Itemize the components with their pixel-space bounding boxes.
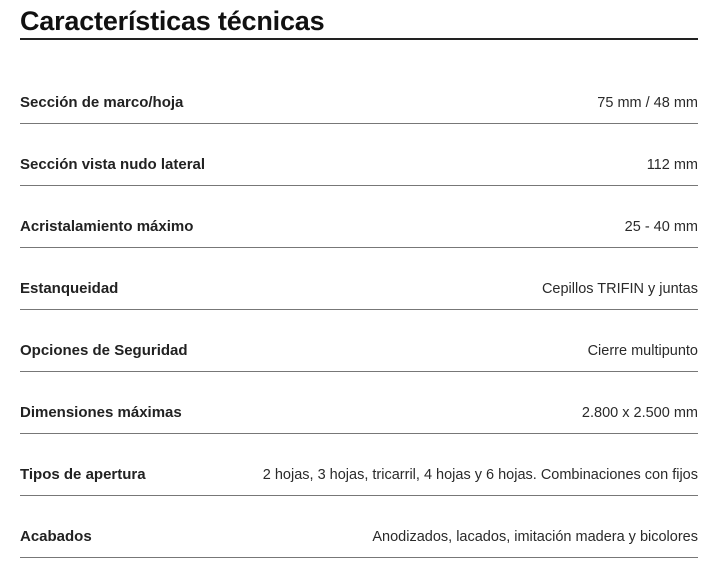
spec-label: Sección vista nudo lateral bbox=[20, 156, 206, 173]
spec-table bbox=[20, 40, 698, 558]
spec-value: 75 mm / 48 mm bbox=[597, 95, 698, 111]
spec-label: Sección de marco/hoja bbox=[20, 94, 184, 111]
spec-label: Acabados bbox=[20, 528, 92, 545]
page-title: Características técnicas bbox=[20, 6, 325, 36]
spec-value: 112 mm bbox=[646, 157, 698, 173]
spec-row-opciones-seguridad bbox=[20, 311, 698, 372]
spec-label: Dimensiones máximas bbox=[20, 404, 182, 421]
spec-value: 25 - 40 mm bbox=[624, 219, 698, 235]
spec-value: Cepillos TRIFIN y juntas bbox=[541, 281, 698, 297]
spec-row-estanqueidad bbox=[20, 249, 698, 310]
spec-row-tipos-apertura bbox=[20, 435, 698, 496]
spec-value: 2 hojas, 3 hojas, tricarril, 4 hojas y 6 hojas. Combinaciones con fijos bbox=[262, 467, 698, 483]
spec-row-seccion-vista-nudo-lateral bbox=[20, 125, 698, 186]
spec-row-seccion-marco-hoja bbox=[20, 63, 698, 124]
spec-label: Acristalamiento máximo bbox=[20, 218, 194, 235]
spec-label: Tipos de apertura bbox=[20, 466, 146, 483]
spec-value: Cierre multipunto bbox=[587, 343, 698, 359]
spec-label: Opciones de Seguridad bbox=[20, 342, 188, 359]
spec-label: Estanqueidad bbox=[20, 280, 119, 297]
spec-value: 2.800 x 2.500 mm bbox=[581, 405, 698, 421]
spec-value: Anodizados, lacados, imitación madera y bicolores bbox=[372, 529, 698, 545]
spec-row-acabados bbox=[20, 497, 698, 558]
spec-row-acristalamiento-maximo bbox=[20, 187, 698, 248]
spec-row-dimensiones-maximas bbox=[20, 373, 698, 434]
